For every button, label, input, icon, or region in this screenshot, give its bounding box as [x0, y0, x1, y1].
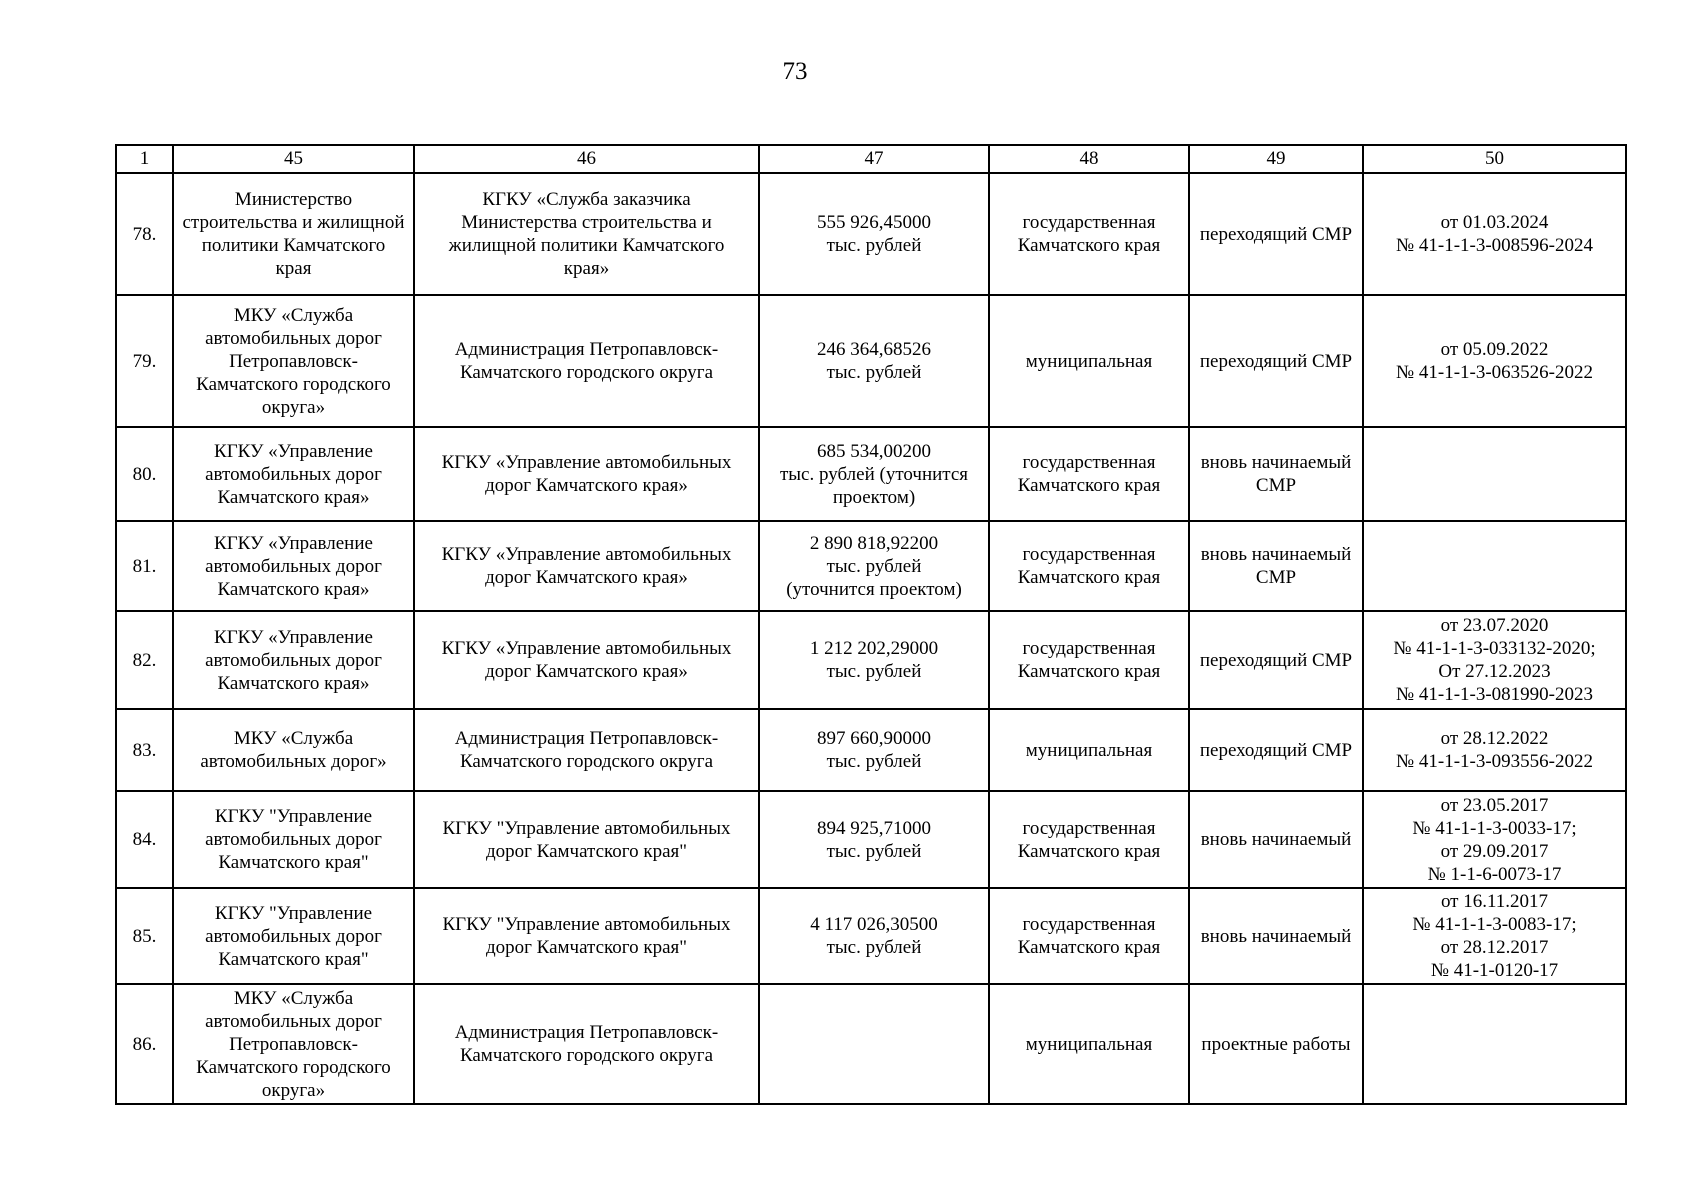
- customer-cell: КГКУ «Управление автомобильных дорог Камчатского края»: [173, 521, 414, 611]
- registry-table: [115, 144, 1627, 1105]
- cost-cell: 1 212 202,29000 тыс. рублей: [759, 611, 989, 709]
- expertise-cell: [1363, 521, 1626, 611]
- expertise-cell: от 01.03.2024 № 41-1-1-3-008596-2024: [1363, 173, 1626, 295]
- ownership-cell: муниципальная: [989, 709, 1189, 791]
- row-number: 83.: [116, 709, 173, 791]
- table-row: [116, 427, 1626, 521]
- header-cell: 50: [1363, 145, 1626, 173]
- header-cell: 1: [116, 145, 173, 173]
- table-row: [116, 888, 1626, 984]
- row-number: 85.: [116, 888, 173, 984]
- developer-cell: КГКУ "Управление автомобильных дорог Камчатского края": [414, 888, 759, 984]
- table-row: [116, 173, 1626, 295]
- status-cell: переходящий СМР: [1189, 611, 1363, 709]
- row-number: 86.: [116, 984, 173, 1104]
- header-cell: 49: [1189, 145, 1363, 173]
- table-row: [116, 295, 1626, 427]
- status-cell: вновь начинаемый СМР: [1189, 521, 1363, 611]
- table-row: [116, 521, 1626, 611]
- status-cell: вновь начинаемый СМР: [1189, 427, 1363, 521]
- header-cell: 48: [989, 145, 1189, 173]
- ownership-cell: государственная Камчатского края: [989, 791, 1189, 888]
- header-cell: 46: [414, 145, 759, 173]
- ownership-cell: государственная Камчатского края: [989, 888, 1189, 984]
- customer-cell: КГКУ «Управление автомобильных дорог Камчатского края»: [173, 427, 414, 521]
- table-row: [116, 984, 1626, 1104]
- cost-cell: [759, 984, 989, 1104]
- developer-cell: КГКУ "Управление автомобильных дорог Камчатского края": [414, 791, 759, 888]
- status-cell: проектные работы: [1189, 984, 1363, 1104]
- customer-cell: МКУ «Служба автомобильных дорог Петропавловск- Камчатского городского округа»: [173, 295, 414, 427]
- table-row: [116, 709, 1626, 791]
- ownership-cell: государственная Камчатского края: [989, 173, 1189, 295]
- header-row: [116, 145, 1626, 173]
- expertise-cell: от 23.07.2020 № 41-1-1-3-033132-2020; От 27.12.2023 № 41-1-1-3-081990-2023: [1363, 611, 1626, 709]
- ownership-cell: муниципальная: [989, 295, 1189, 427]
- row-number: 80.: [116, 427, 173, 521]
- ownership-cell: государственная Камчатского края: [989, 427, 1189, 521]
- ownership-cell: государственная Камчатского края: [989, 521, 1189, 611]
- cost-cell: 685 534,00200 тыс. рублей (уточнится проектом): [759, 427, 989, 521]
- cost-cell: 2 890 818,92200 тыс. рублей (уточнится проектом): [759, 521, 989, 611]
- cost-cell: 4 117 026,30500 тыс. рублей: [759, 888, 989, 984]
- developer-cell: КГКУ «Служба заказчика Министерства строительства и жилищной политики Камчатского края»: [414, 173, 759, 295]
- expertise-cell: от 23.05.2017 № 41-1-1-3-0033-17; от 29.09.2017 № 1-1-6-0073-17: [1363, 791, 1626, 888]
- customer-cell: КГКУ "Управление автомобильных дорог Камчатского края": [173, 888, 414, 984]
- customer-cell: МКУ «Служба автомобильных дорог Петропавловск- Камчатского городского округа»: [173, 984, 414, 1104]
- developer-cell: Администрация Петропавловск- Камчатского городского округа: [414, 709, 759, 791]
- expertise-cell: [1363, 984, 1626, 1104]
- customer-cell: КГКУ «Управление автомобильных дорог Камчатского края»: [173, 611, 414, 709]
- customer-cell: МКУ «Служба автомобильных дорог»: [173, 709, 414, 791]
- cost-cell: 555 926,45000 тыс. рублей: [759, 173, 989, 295]
- status-cell: переходящий СМР: [1189, 173, 1363, 295]
- row-number: 81.: [116, 521, 173, 611]
- row-number: 84.: [116, 791, 173, 888]
- developer-cell: КГКУ «Управление автомобильных дорог Камчатского края»: [414, 427, 759, 521]
- row-number: 79.: [116, 295, 173, 427]
- page-number: 73: [782, 58, 808, 85]
- status-cell: вновь начинаемый: [1189, 888, 1363, 984]
- expertise-cell: от 28.12.2022 № 41-1-1-3-093556-2022: [1363, 709, 1626, 791]
- status-cell: переходящий СМР: [1189, 709, 1363, 791]
- header-cell: 45: [173, 145, 414, 173]
- ownership-cell: муниципальная: [989, 984, 1189, 1104]
- cost-cell: 246 364,68526 тыс. рублей: [759, 295, 989, 427]
- ownership-cell: государственная Камчатского края: [989, 611, 1189, 709]
- row-number: 78.: [116, 173, 173, 295]
- developer-cell: Администрация Петропавловск- Камчатского городского округа: [414, 295, 759, 427]
- developer-cell: КГКУ «Управление автомобильных дорог Камчатского края»: [414, 521, 759, 611]
- developer-cell: Администрация Петропавловск- Камчатского городского округа: [414, 984, 759, 1104]
- customer-cell: КГКУ "Управление автомобильных дорог Камчатского края": [173, 791, 414, 888]
- row-number: 82.: [116, 611, 173, 709]
- cost-cell: 897 660,90000 тыс. рублей: [759, 709, 989, 791]
- status-cell: вновь начинаемый: [1189, 791, 1363, 888]
- status-cell: переходящий СМР: [1189, 295, 1363, 427]
- table-row: [116, 611, 1626, 709]
- customer-cell: Министерство строительства и жилищной политики Камчатского края: [173, 173, 414, 295]
- cost-cell: 894 925,71000 тыс. рублей: [759, 791, 989, 888]
- expertise-cell: [1363, 427, 1626, 521]
- expertise-cell: от 16.11.2017 № 41-1-1-3-0083-17; от 28.12.2017 № 41-1-0120-17: [1363, 888, 1626, 984]
- header-cell: 47: [759, 145, 989, 173]
- expertise-cell: от 05.09.2022 № 41-1-1-3-063526-2022: [1363, 295, 1626, 427]
- table-row: [116, 791, 1626, 888]
- developer-cell: КГКУ «Управление автомобильных дорог Камчатского края»: [414, 611, 759, 709]
